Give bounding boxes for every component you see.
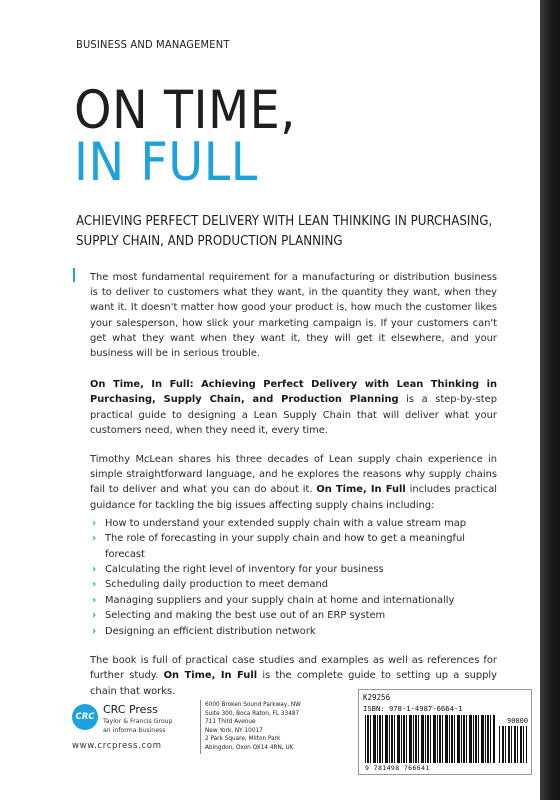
product-code: K29256 [363, 693, 391, 702]
address-line: New York, NY 10017 [205, 725, 263, 734]
title-line-1: ON TIME, [74, 80, 296, 141]
bullet-chevron-icon: › [92, 517, 97, 529]
list-item-text: Scheduling daily production to meet demand [105, 579, 329, 591]
blurb-paragraph-3-end: includes practical guidance for tackling the big issues affecting supply chains including: [90, 484, 497, 511]
list-item [90, 608, 497, 623]
barcode-icon [365, 715, 495, 763]
publisher-group [103, 718, 173, 735]
blurb-paragraph-2 [90, 377, 497, 438]
list-item-text: Managing suppliers and your supply chain at home and internationally [105, 594, 455, 606]
book-spine [540, 0, 560, 800]
list-item-text: The role of forecasting in your supply chain and how to get a meaningful forecast [105, 533, 465, 560]
blurb-title-bold-2: On Time, In Full [316, 484, 406, 496]
address-line: 2 Park Square, Milton Park [205, 734, 281, 743]
blurb-paragraph-4-start: The book is full of practical case studies and examples as well as references for further study. [90, 655, 497, 682]
blurb-title-bold: On Time, In Full: Achieving Perfect Delivery with Lean Thinking in Purchasing, Supply Chain, and Production Planning [90, 379, 497, 406]
blurb-paragraph-4-end: is the complete guide to setting up a supply chain that works. [90, 670, 497, 697]
publisher-name: CRC Press [103, 703, 158, 716]
publisher-group-name: Taylor & Francis Group [103, 718, 173, 725]
price-code: 90000 [507, 717, 529, 725]
bullet-chevron-icon: › [92, 625, 97, 637]
barcode-digits: 9 781498 766641 [365, 764, 430, 772]
bullet-chevron-icon: › [92, 594, 97, 606]
address-line: Abingdon, Oxon OX14 4RN, UK [205, 742, 294, 751]
isbn-number: ISBN: 978-1-4987-6664-1 [363, 704, 463, 713]
accent-rule [73, 268, 75, 282]
address-line: Suite 300, Boca Raton, FL 33487 [205, 708, 300, 717]
bullet-chevron-icon: › [92, 533, 97, 545]
list-item-text: Selecting and making the best use out of an ERP system [105, 610, 386, 622]
title-line-2: IN FULL [74, 132, 258, 193]
list-item [90, 577, 497, 592]
blurb-paragraph-3 [90, 452, 497, 513]
barcode-addon-icon [499, 726, 527, 763]
list-item-text: How to understand your extended supply chain with a value stream map [105, 517, 467, 529]
blurb-paragraph-2-text: is a step-by-step practical guide to designing a Lean Supply Chain that will deliver what your customers need, when they need it, every time. [90, 394, 497, 436]
publisher-website: www.crcpress.com [72, 741, 162, 751]
blurb-paragraph-1: The most fundamental requirement for a manufacturing or distribution business is to deliver to customers what they want, in the quantity they want, when they want it. It doesn't matter how good your product is, how much the customer likes your salesperson, how slick your marketing campaign is. If your customers can't get what they want when they want it, they will get it elsewhere, and your business will be in serious trouble. [90, 272, 497, 360]
list-item-text: Designing an efficient distribution network [105, 625, 316, 637]
address-line: 711 Third Avenue [205, 717, 256, 726]
publisher-address [205, 700, 301, 752]
list-item [90, 593, 497, 608]
isbn-barcode-block [358, 689, 532, 775]
list-item [90, 624, 497, 639]
list-item [90, 531, 497, 562]
book-subtitle: ACHIEVING PERFECT DELIVERY WITH LEAN THINKING IN PURCHASING, SUPPLY CHAIN, AND PRODUCTION PLANNING [76, 214, 493, 249]
list-item-text: Calculating the right level of inventory for your business [105, 564, 384, 576]
category-label: BUSINESS AND MANAGEMENT [76, 38, 230, 51]
bullet-chevron-icon: › [92, 610, 97, 622]
topics-list [90, 516, 497, 639]
list-item [90, 562, 497, 577]
bullet-chevron-icon: › [92, 579, 97, 591]
blurb-title-bold-3: On Time, In Full [163, 670, 258, 682]
blurb [90, 270, 497, 699]
bullet-chevron-icon: › [92, 564, 97, 576]
divider [200, 700, 201, 754]
list-item [90, 516, 497, 531]
book-title [74, 80, 296, 193]
blurb-paragraph-3-start: Timothy McLean shares his three decades of Lean supply chain experience in simple straightforward language, and he explores the reasons why supply chains fail to deliver and what you can do about it. [90, 454, 497, 496]
address-line: 6000 Broken Sound Parkway, NW [205, 700, 301, 708]
publisher-business: an informa business [103, 726, 166, 734]
crc-logo-icon: CRC [72, 704, 98, 730]
